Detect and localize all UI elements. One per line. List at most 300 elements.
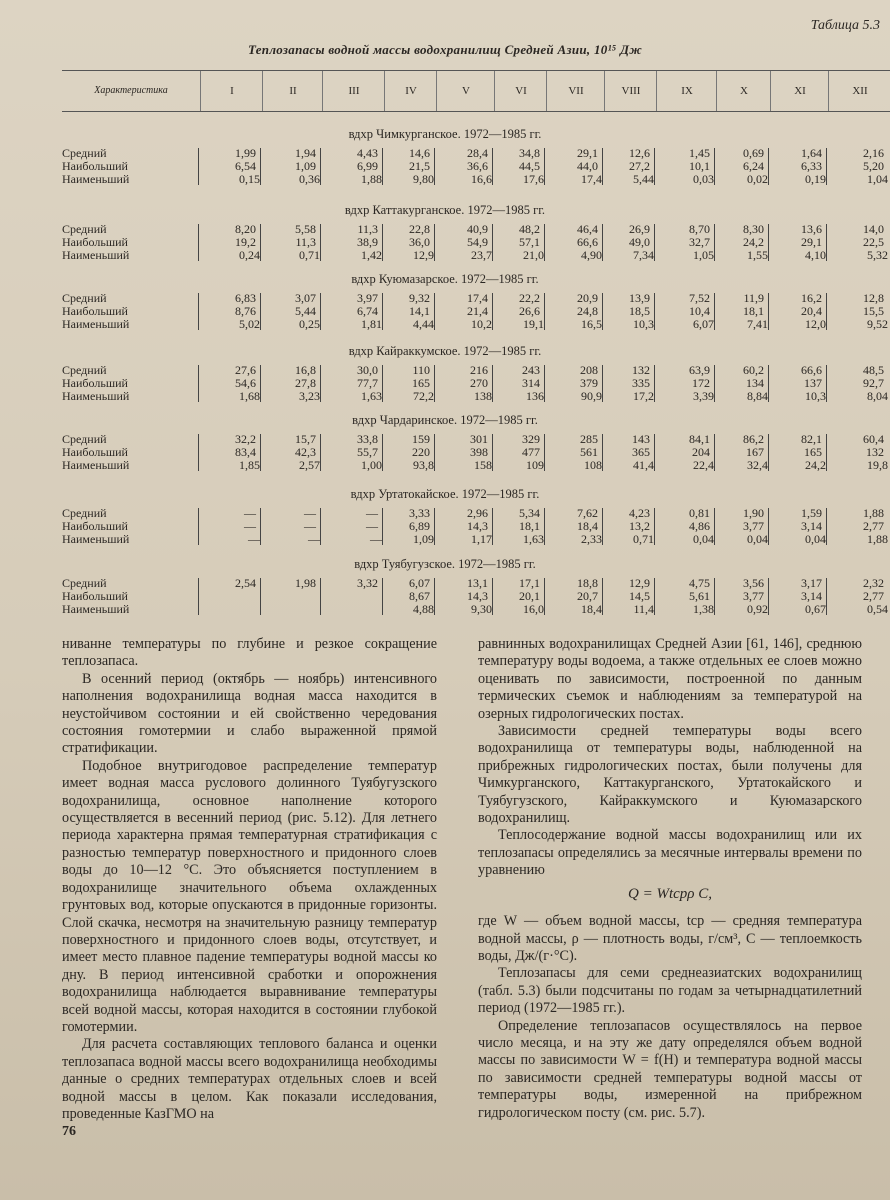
row-label: Средний [62, 363, 107, 377]
table-cell: 21,4 [467, 304, 488, 318]
table-cell: 41,4 [633, 458, 654, 472]
table-cell: 143 [632, 432, 650, 446]
header-month-4: IV [384, 71, 437, 111]
table-cell: 1,85 [239, 458, 260, 472]
table-cell: 132 [632, 363, 650, 377]
table-cell: 110 [412, 363, 430, 377]
table-cell: 0,54 [867, 602, 888, 616]
table-cell: 18,4 [581, 602, 602, 616]
table-cell: 137 [804, 376, 822, 390]
header-month-12: XII [828, 71, 890, 111]
table-cell: 109 [526, 458, 544, 472]
table-cell: 1,04 [867, 172, 888, 186]
column-divider [826, 148, 827, 185]
column-divider [826, 434, 827, 471]
table-cell: 8,20 [235, 222, 256, 236]
table-cell: 0,02 [747, 172, 768, 186]
paragraph: В осенний период (октябрь — ноябрь) интенсивного наполнения водохранилища водная масса находится в неустойчивом состоянии и ей свойственно чередования состояния гомотермии и слабо выраженной прямой стратификации. [62, 670, 437, 757]
table-cell: 19,8 [867, 458, 888, 472]
column-divider [260, 293, 261, 330]
column-divider [654, 578, 655, 615]
table-cell: 1,63 [523, 532, 544, 546]
table-cell: 32,4 [747, 458, 768, 472]
table-cell: 22,2 [519, 291, 540, 305]
table-cell: 6,07 [409, 576, 430, 590]
table-cell: 4,86 [689, 519, 710, 533]
table-cell: 1,94 [295, 146, 316, 160]
column-divider [826, 578, 827, 615]
table-cell: 54,6 [235, 376, 256, 390]
table-cell: 82,1 [801, 432, 822, 446]
column-divider [198, 434, 199, 471]
table-cell: 4,44 [413, 317, 434, 331]
row-label: Наименьший [62, 458, 130, 472]
table-cell: 1,63 [361, 389, 382, 403]
row-label: Наибольший [62, 304, 128, 318]
header-month-11: XI [770, 71, 829, 111]
table-cell: 24,2 [743, 235, 764, 249]
table-cell: 4,90 [581, 248, 602, 262]
table-cell: 3,77 [743, 519, 764, 533]
table-cell: 8,76 [235, 304, 256, 318]
table-cell: 4,43 [357, 146, 378, 160]
table-cell: 0,81 [689, 506, 710, 520]
table-cell: 10,4 [689, 304, 710, 318]
table-cell: 6,99 [357, 159, 378, 173]
reservoir-title: вдхр Чардаринское. 1972—1985 гг. [352, 413, 538, 427]
column-divider [654, 365, 655, 402]
table-cell: 1,09 [295, 159, 316, 173]
table-cell: 26,6 [519, 304, 540, 318]
column-divider [826, 293, 827, 330]
header-month-1: I [200, 71, 263, 111]
table-cell: 3,32 [357, 576, 378, 590]
paragraph: Подобное внутригодовое распределение температур имеет водная масса руслового долинного Туябугузского водохранилища, основное наполнение которого осуществляется в весенний период (рис. 5.12). Для летнего периода характерна прямая температурная стратификация с разностью температур поверхностного и придонного слоев воды до 10—12 °С. Это объясняется поступлением в водохранилище значительного объема охлажденных грунтовых вод, которые опускаются в придонные горизонты. Слой скачка, несмотря на значительную разницу температур поверхностного и придонного слоев воды, отсутствует, и имеет место плавное падение температуры водной массы ко дну. В период интенсивной сработки и опорожнения водохранилища наблюдается выравнивание температуры всей водной массы, которая находится в состоянии глубокой гомотермии. [62, 757, 437, 1035]
row-label: Средний [62, 576, 107, 590]
table-cell: 11,3 [357, 222, 378, 236]
table-cell: 6,07 [693, 317, 714, 331]
table-cell: 8,67 [409, 589, 430, 603]
header-month-8: VIII [604, 71, 657, 111]
table-cell: 4,10 [805, 248, 826, 262]
table-cell: 9,32 [409, 291, 430, 305]
table-cell: 3,33 [409, 506, 430, 520]
table-cell: 55,7 [357, 445, 378, 459]
table-cell: 77,7 [357, 376, 378, 390]
column-divider [654, 434, 655, 471]
table-cell: 561 [580, 445, 598, 459]
table-cell: 16,5 [581, 317, 602, 331]
table-cell: 1,68 [239, 389, 260, 403]
table-cell: 8,70 [689, 222, 710, 236]
row-label: Наименьший [62, 248, 130, 262]
table-cell: 0,24 [239, 248, 260, 262]
table-cell: — [248, 532, 260, 546]
paragraph: Теплосодержание водной массы водохранилищ или их теплозапасы определялись за месячные интервалы времени по уравнению [478, 827, 862, 879]
column-divider [320, 434, 321, 471]
table-cell: 10,2 [471, 317, 492, 331]
table-cell: 7,41 [747, 317, 768, 331]
table-cell: 172 [692, 376, 710, 390]
table-cell: 159 [412, 432, 430, 446]
table-cell: 13,2 [629, 519, 650, 533]
table-cell: 66,6 [577, 235, 598, 249]
table-cell: 314 [522, 376, 540, 390]
table-cell: 285 [580, 432, 598, 446]
row-label: Средний [62, 146, 107, 160]
table-cell: 1,99 [235, 146, 256, 160]
page-number: 76 [62, 1124, 76, 1139]
column-divider [320, 293, 321, 330]
table-cell: 36,0 [409, 235, 430, 249]
table-cell: 6,83 [235, 291, 256, 305]
table-cell: 270 [470, 376, 488, 390]
paragraph: ниванне температуры по глубине и резкое сокращение теплозапаса. [62, 636, 437, 670]
table-cell: 398 [470, 445, 488, 459]
table-cell: 2,32 [863, 576, 884, 590]
table-cell: 12,9 [629, 576, 650, 590]
table-cell: 10,3 [805, 389, 826, 403]
column-divider [198, 508, 199, 545]
paragraph: равнинных водохранилищах Средней Азии [61, 146], среднюю температуру воды водоема, а также отдельных ее слоев можно оценивать по зависимости, построенной по данным термических съемок и наблюдениям за температурой на озерных гидрологических постах. [478, 636, 862, 722]
table-cell: 40,9 [467, 222, 488, 236]
table-cell: 0,19 [805, 172, 826, 186]
row-label: Наибольший [62, 519, 128, 533]
table-cell: 3,07 [295, 291, 316, 305]
table-cell: 84,1 [689, 432, 710, 446]
table-cell: 14,1 [409, 304, 430, 318]
table-cell: — [308, 532, 320, 546]
table-cell: 6,89 [409, 519, 430, 533]
column-divider [654, 148, 655, 185]
table-cell: — [304, 519, 316, 533]
table-cell: 1,38 [693, 602, 714, 616]
table-cell: 5,20 [863, 159, 884, 173]
table-cell: 5,32 [867, 248, 888, 262]
column-divider [654, 224, 655, 261]
header-characteristic: Характеристика [94, 85, 168, 96]
table-cell: 12,0 [805, 317, 826, 331]
header-month-10: X [716, 71, 771, 111]
table-cell: 0,71 [299, 248, 320, 262]
table-cell: 14,6 [409, 146, 430, 160]
table-cell: 18,8 [577, 576, 598, 590]
table-cell: 17,4 [581, 172, 602, 186]
table-cell: 5,02 [239, 317, 260, 331]
table-cell: 6,74 [357, 304, 378, 318]
table-cell: 3,39 [693, 389, 714, 403]
table-cell: 220 [412, 445, 430, 459]
table-cell: 16,0 [523, 602, 544, 616]
table-cell: 17,1 [519, 576, 540, 590]
table-cell: 13,9 [629, 291, 650, 305]
reservoir-title: вдхр Чимкурганское. 1972—1985 гг. [348, 127, 542, 141]
table-cell: 1,45 [689, 146, 710, 160]
table-cell: 17,2 [633, 389, 654, 403]
column-divider [198, 148, 199, 185]
column-divider [826, 508, 827, 545]
table-cell: 32,2 [235, 432, 256, 446]
table-cell: 1,88 [863, 506, 884, 520]
table-cell: 477 [522, 445, 540, 459]
row-label: Наибольший [62, 589, 128, 603]
table-cell: 16,2 [801, 291, 822, 305]
table-cell: 57,1 [519, 235, 540, 249]
table-cell: 7,62 [577, 506, 598, 520]
table-cell: 66,6 [801, 363, 822, 377]
table-cell: 0,36 [299, 172, 320, 186]
table-cell: 6,54 [235, 159, 256, 173]
table-cell: 0,15 [239, 172, 260, 186]
paragraph: Теплозапасы для семи среднеазиатских водохранилищ (табл. 5.3) были подсчитаны по годам за четырнадцатилетний период (1972—1985 гг.). [478, 965, 862, 1017]
table-cell: 26,9 [629, 222, 650, 236]
table-cell: 32,7 [689, 235, 710, 249]
row-label: Наибольший [62, 159, 128, 173]
table-cell: 29,1 [801, 235, 822, 249]
row-label: Наименьший [62, 602, 130, 616]
reservoir-title: вдхр Туябугузское. 1972—1985 гг. [354, 557, 536, 571]
table-cell: 165 [804, 445, 822, 459]
table-cell: 20,9 [577, 291, 598, 305]
table-cell: 5,44 [633, 172, 654, 186]
table-cell: 48,5 [863, 363, 884, 377]
table-cell: 379 [580, 376, 598, 390]
table-cell: 3,14 [801, 519, 822, 533]
table-cell: 0,69 [743, 146, 764, 160]
table-number: Таблица 5.3 [810, 18, 880, 33]
table-cell: 54,9 [467, 235, 488, 249]
table-cell: 34,8 [519, 146, 540, 160]
table-cell: 132 [866, 445, 884, 459]
table-cell: 24,8 [577, 304, 598, 318]
header-month-5: V [436, 71, 495, 111]
table-cell: 18,1 [519, 519, 540, 533]
table-cell: 3,97 [357, 291, 378, 305]
paragraph: где W — объем водной массы, tср — средняя температура водной массы, ρ — плотность воды, г/см³, C — теплоемкость воды, Дж/(г·°С). [478, 913, 862, 964]
column-divider [260, 148, 261, 185]
table-cell: 1,90 [743, 506, 764, 520]
table-cell: 18,4 [577, 519, 598, 533]
column-divider [320, 224, 321, 261]
table-cell: 11,9 [743, 291, 764, 305]
column-divider [198, 365, 199, 402]
table-header [62, 70, 890, 112]
paragraph: Зависимости средней температуры воды всего водохранилища от температуры воды, наблюденной на прибрежных гидрологических постах, были получены для Чимкурганского, Каттакурганского, Уртатокайского и Туябугузского, Кайраккумского и Куюмазарского водохранилищ. [478, 723, 862, 827]
table-cell: 365 [632, 445, 650, 459]
table-cell: 9,30 [471, 602, 492, 616]
table-cell: 3,14 [801, 589, 822, 603]
table-cell: 19,1 [523, 317, 544, 331]
table-cell: 136 [526, 389, 544, 403]
table-cell: 1,59 [801, 506, 822, 520]
table-cell: 11,3 [295, 235, 316, 249]
column-divider [654, 508, 655, 545]
table-cell: 2,77 [863, 519, 884, 533]
table-cell: 7,52 [689, 291, 710, 305]
table-cell: 12,6 [629, 146, 650, 160]
table-cell: 44,0 [577, 159, 598, 173]
table-cell: 14,0 [863, 222, 884, 236]
table-cell: 10,1 [689, 159, 710, 173]
table-cell: 167 [746, 445, 764, 459]
table-cell: 9,80 [413, 172, 434, 186]
table-cell: — [244, 519, 256, 533]
table-cell: 60,4 [863, 432, 884, 446]
table-cell: 11,4 [633, 602, 654, 616]
table-cell: 30,0 [357, 363, 378, 377]
table-cell: 20,1 [519, 589, 540, 603]
table-cell: 21,0 [523, 248, 544, 262]
table-cell: 1,09 [413, 532, 434, 546]
reservoir-title: вдхр Кайраккумское. 1972—1985 гг. [348, 344, 542, 358]
table-cell: 27,6 [235, 363, 256, 377]
row-label: Средний [62, 432, 107, 446]
table-cell: 8,84 [747, 389, 768, 403]
table-cell: 3,77 [743, 589, 764, 603]
table-cell: 165 [412, 376, 430, 390]
table-cell: 2,77 [863, 589, 884, 603]
table-cell: 63,9 [689, 363, 710, 377]
table-cell: 2,96 [467, 506, 488, 520]
table-cell: 17,4 [467, 291, 488, 305]
row-label: Средний [62, 222, 107, 236]
table-cell: 1,64 [801, 146, 822, 160]
table-cell: 46,4 [577, 222, 598, 236]
column-divider [260, 578, 261, 615]
header-month-9: IX [656, 71, 717, 111]
column-divider [198, 293, 199, 330]
table-cell: 36,6 [467, 159, 488, 173]
table-cell: 15,7 [295, 432, 316, 446]
table-cell: 0,25 [299, 317, 320, 331]
table-cell: 138 [474, 389, 492, 403]
table-cell: 2,54 [235, 576, 256, 590]
row-label: Средний [62, 506, 107, 520]
table-cell: 5,58 [295, 222, 316, 236]
row-label: Наименьший [62, 172, 130, 186]
table-cell: 90,9 [581, 389, 602, 403]
table-cell: 3,56 [743, 576, 764, 590]
table-cell: 0,67 [805, 602, 826, 616]
table-cell: 20,7 [577, 589, 598, 603]
table-cell: 72,2 [413, 389, 434, 403]
table-cell: 0,04 [805, 532, 826, 546]
row-label: Средний [62, 291, 107, 305]
table-cell: — [304, 506, 316, 520]
table-cell: 42,3 [295, 445, 316, 459]
table-cell: 0,92 [747, 602, 768, 616]
table-cell: 22,5 [863, 235, 884, 249]
table-cell: 29,1 [577, 146, 598, 160]
table-cell: 335 [632, 376, 650, 390]
reservoir-title: вдхр Уртатокайское. 1972—1985 гг. [350, 487, 540, 501]
column-divider [826, 365, 827, 402]
table-cell: 0,71 [633, 532, 654, 546]
table-cell: 4,23 [629, 506, 650, 520]
table-cell: 7,34 [633, 248, 654, 262]
column-divider [260, 224, 261, 261]
row-label: Наибольший [62, 445, 128, 459]
table-cell: — [244, 506, 256, 520]
table-cell: 12,8 [863, 291, 884, 305]
column-divider [260, 365, 261, 402]
table-cell: 0,03 [693, 172, 714, 186]
table-cell: 6,24 [743, 159, 764, 173]
table-cell: 23,7 [471, 248, 492, 262]
table-cell: 1,05 [693, 248, 714, 262]
table-cell: 93,8 [413, 458, 434, 472]
row-label: Наибольший [62, 376, 128, 390]
column-divider [826, 224, 827, 261]
column-divider [260, 434, 261, 471]
table-cell: 16,6 [471, 172, 492, 186]
table-cell: 329 [522, 432, 540, 446]
table-cell: 2,33 [581, 532, 602, 546]
right-column [478, 636, 862, 1122]
paragraph: Определение теплозапасов осуществлялось на первое число месяца, и на эту же дату определялся объем водной массы по зависимости W = f(H) и температура водной массы по зависимости средней температуры водной массы от температуры воды, измеренной на прибрежном гидрологическом посту (см. рис. 5.7). [478, 1017, 862, 1121]
table-cell: 0,04 [747, 532, 768, 546]
paragraph: Для расчета составляющих теплового баланса и оценки теплозапаса водной массы всего водохранилища необходимы данные о средних температурах отдельных слоев и всей водной массы в целом. Как показали исследования, проведенные КазГМО на [62, 1036, 437, 1122]
column-divider [320, 148, 321, 185]
table-cell: 2,16 [863, 146, 884, 160]
table-cell: 14,5 [629, 589, 650, 603]
row-label: Наибольший [62, 235, 128, 249]
table-cell: 4,88 [413, 602, 434, 616]
table-cell: 33,8 [357, 432, 378, 446]
table-cell: 5,34 [519, 506, 540, 520]
table-cell: — [366, 519, 378, 533]
table-cell: 38,9 [357, 235, 378, 249]
reservoir-title: вдхр Куюмазарское. 1972—1985 гг. [351, 272, 539, 286]
left-column [62, 636, 437, 1123]
table-cell: 1,00 [361, 458, 382, 472]
table-cell: 2,57 [299, 458, 320, 472]
table-cell: 14,3 [467, 589, 488, 603]
table-cell: 20,4 [801, 304, 822, 318]
header-month-7: VII [546, 71, 605, 111]
table-cell: 86,2 [743, 432, 764, 446]
table-cell: 27,2 [629, 159, 650, 173]
table-title: Теплозапасы водной массы водохранилищ Средней Азии, 10¹⁵ Дж [247, 42, 643, 57]
row-label: Наименьший [62, 532, 130, 546]
column-divider [654, 293, 655, 330]
table-cell: 15,5 [863, 304, 884, 318]
table-cell: 158 [474, 458, 492, 472]
table-cell: 19,2 [235, 235, 256, 249]
table-cell: 9,52 [867, 317, 888, 331]
table-cell: — [370, 532, 382, 546]
table-cell: 16,8 [295, 363, 316, 377]
table-cell: 204 [692, 445, 710, 459]
table-cell: 1,88 [867, 532, 888, 546]
table-cell: 134 [746, 376, 764, 390]
column-divider [320, 365, 321, 402]
table-cell: 60,2 [743, 363, 764, 377]
column-divider [198, 578, 199, 615]
table-cell: 4,75 [689, 576, 710, 590]
table-cell: 48,2 [519, 222, 540, 236]
row-label: Наименьший [62, 389, 130, 403]
table-cell: 49,0 [629, 235, 650, 249]
table-cell: 27,8 [295, 376, 316, 390]
table-cell: 14,3 [467, 519, 488, 533]
table-cell: 1,88 [361, 172, 382, 186]
table-cell: 8,04 [867, 389, 888, 403]
table-cell: 1,42 [361, 248, 382, 262]
table-cell: 301 [470, 432, 488, 446]
table-cell: 3,23 [299, 389, 320, 403]
table-cell: 5,44 [295, 304, 316, 318]
